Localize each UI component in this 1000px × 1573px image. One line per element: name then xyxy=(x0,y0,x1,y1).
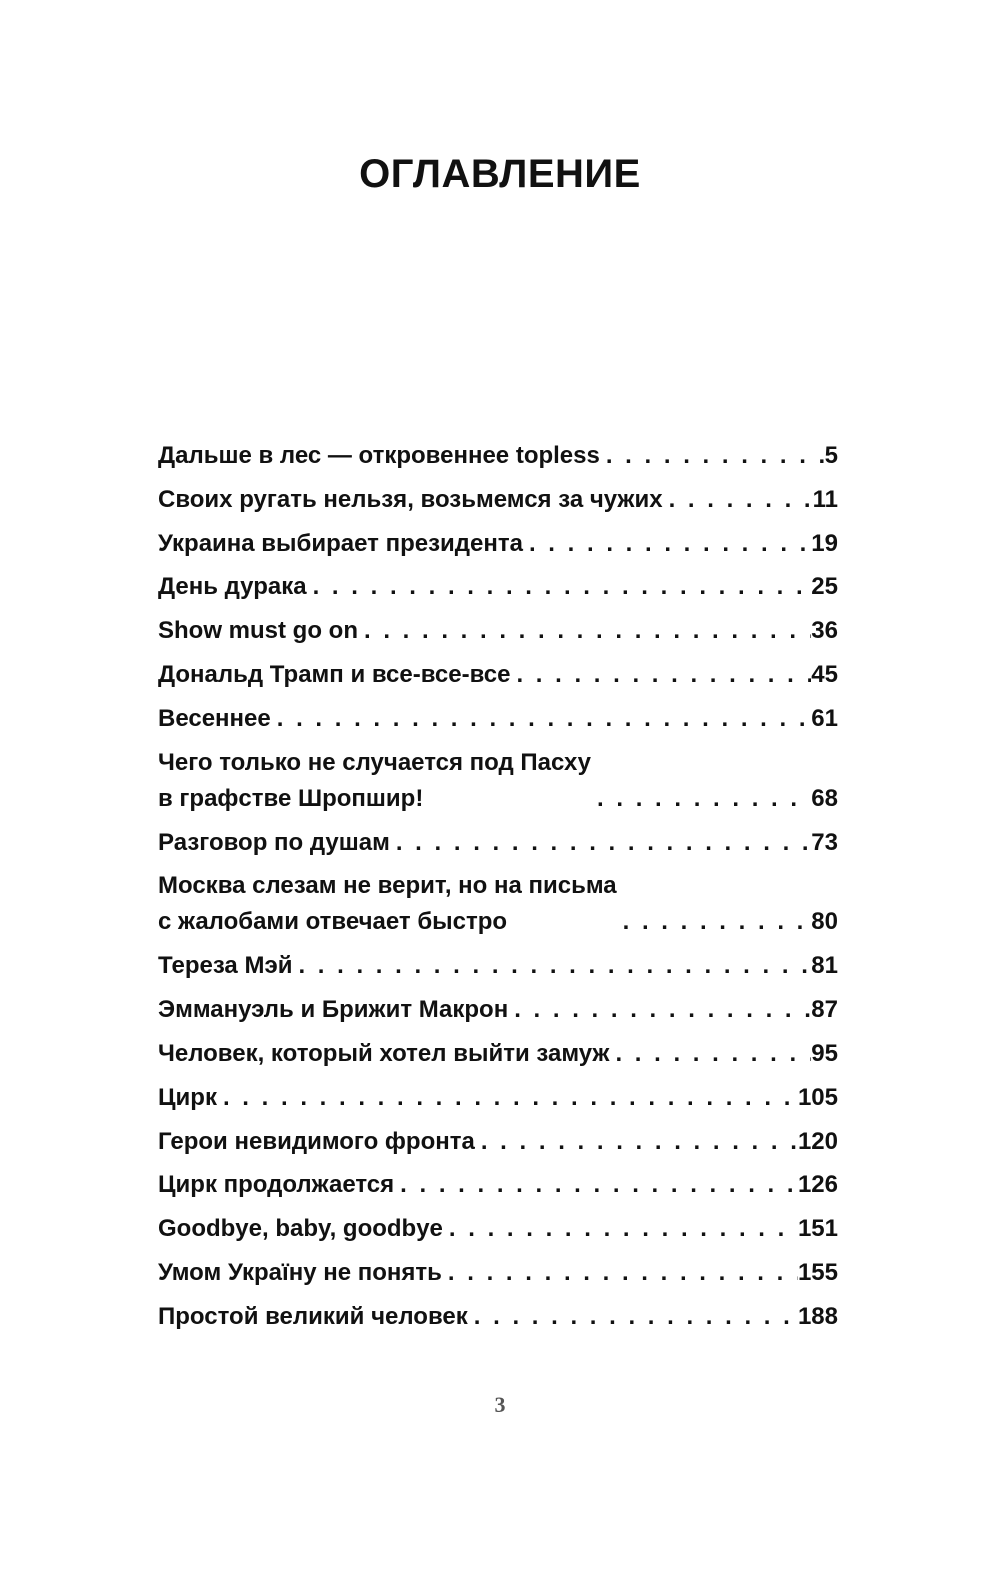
toc-dot-leader xyxy=(390,821,811,865)
page-number: 3 xyxy=(494,1392,506,1417)
toc-entry xyxy=(158,1076,838,1120)
toc-dot-leader xyxy=(443,1207,798,1251)
toc-entry-page: 5 xyxy=(824,442,838,469)
toc-entry-title xyxy=(158,1295,468,1339)
toc-entry-page: 73 xyxy=(811,828,838,856)
toc-dot-leader xyxy=(600,434,825,478)
toc-entry xyxy=(158,1120,838,1164)
toc-entry-page: 45 xyxy=(811,660,838,688)
toc-entry-page: 105 xyxy=(797,1083,838,1111)
toc-dot-leader xyxy=(609,1032,811,1076)
toc-entry-title-line: Разговор по душам xyxy=(158,828,390,856)
toc-entry xyxy=(158,1207,838,1251)
toc-entry-page: 68 xyxy=(811,784,838,812)
toc-entry-title-line: Эммануэль и Брижит Макрон xyxy=(158,996,509,1024)
toc-dot-leader xyxy=(508,988,811,1032)
toc-entry xyxy=(158,1295,838,1339)
toc-entry-page: 87 xyxy=(811,996,838,1024)
toc-entry-page: 25 xyxy=(811,573,838,601)
toc-entry-title xyxy=(158,821,390,865)
toc-entry-title-line: Дональд Трамп и все-все-все xyxy=(158,660,511,688)
toc-dot-leader xyxy=(358,609,811,653)
toc-entry-title xyxy=(158,697,271,741)
toc-entry xyxy=(158,653,838,697)
toc-entry-page: 80 xyxy=(811,908,838,936)
toc-entry-title-line: с жалобами отвечает быстро xyxy=(158,908,508,936)
toc-entry-title-line: Весеннее xyxy=(158,704,271,732)
toc-entry-page: 151 xyxy=(797,1215,838,1243)
toc-entry xyxy=(158,1032,838,1076)
toc-entry xyxy=(158,1163,838,1207)
toc-entry-title xyxy=(158,609,358,653)
toc-entry-title-line: Простой великий человек xyxy=(158,1302,468,1330)
toc-dot-leader xyxy=(292,944,811,988)
toc-entry-title-line: Украина выбирает президента xyxy=(158,529,523,557)
toc-entry-title xyxy=(158,1032,609,1076)
toc-dot-leader xyxy=(394,1163,798,1207)
toc-entry xyxy=(158,944,838,988)
toc-entry-title xyxy=(158,1207,443,1251)
toc-entry-title-line: Дальше в лес — откровеннее topless xyxy=(158,442,600,469)
toc-entry-title xyxy=(158,1163,394,1207)
toc-entry-page: 120 xyxy=(797,1127,838,1155)
toc-dot-leader xyxy=(591,781,811,817)
toc-dot-leader xyxy=(307,565,812,609)
toc-entry-page: 188 xyxy=(797,1302,838,1330)
toc-entry-title xyxy=(158,1251,442,1295)
toc-entry xyxy=(158,697,838,741)
toc-entry-page: 81 xyxy=(811,952,838,980)
toc-entry-title xyxy=(158,745,591,817)
page-title: ОГЛАВЛЕНИЕ xyxy=(359,152,641,196)
toc-entry-title-line: Цирк продолжается xyxy=(158,1171,395,1199)
toc-entry-title xyxy=(158,478,663,522)
toc-dot-leader xyxy=(442,1251,798,1295)
toc-entry-title-line: День дурака xyxy=(158,573,307,601)
toc-entry xyxy=(158,868,838,940)
toc-entry xyxy=(158,478,838,522)
toc-entry-title-line: в графстве Шропшир! xyxy=(158,784,424,812)
table-of-contents xyxy=(158,434,838,1339)
toc-entry-title xyxy=(158,868,617,940)
toc-entry-title-line: Show must go on xyxy=(158,617,358,645)
toc-dot-leader xyxy=(617,904,812,940)
toc-entry xyxy=(158,609,838,653)
toc-entry-title xyxy=(158,565,307,609)
toc-entry-page: 19 xyxy=(811,529,838,557)
toc-dot-leader xyxy=(468,1295,798,1339)
toc-entry-page: 11 xyxy=(812,485,838,513)
toc-entry-title-line: Москва слезам не верит, но на письма xyxy=(158,872,617,900)
toc-dot-leader xyxy=(271,697,812,741)
toc-entry-title-line: Тереза Мэй xyxy=(158,952,293,980)
toc-entry xyxy=(158,988,838,1032)
toc-entry-title-line: Умом Україну не понять xyxy=(158,1258,442,1286)
toc-entry-page: 95 xyxy=(811,1039,838,1067)
toc-entry xyxy=(158,745,838,817)
toc-entry-page: 126 xyxy=(797,1171,838,1199)
toc-entry-title xyxy=(158,434,600,478)
toc-dot-leader xyxy=(663,478,813,522)
toc-entry-page: 61 xyxy=(811,704,838,732)
toc-dot-leader xyxy=(217,1076,798,1120)
toc-entry xyxy=(158,434,838,478)
toc-entry-title-line: Чего только не случается под Пасху xyxy=(158,748,592,776)
toc-dot-leader xyxy=(523,522,811,566)
toc-entry-title xyxy=(158,522,523,566)
toc-entry-page: 36 xyxy=(811,617,838,645)
toc-entry-title xyxy=(158,653,510,697)
toc-entry-title xyxy=(158,1076,217,1120)
toc-entry-title-line: Goodbye, baby, goodbye xyxy=(158,1215,443,1243)
toc-entry-title xyxy=(158,944,292,988)
toc-entry xyxy=(158,821,838,865)
toc-dot-leader xyxy=(475,1120,798,1164)
toc-entry-title-line: Цирк xyxy=(158,1083,217,1111)
toc-entry-title xyxy=(158,988,508,1032)
toc-entry xyxy=(158,565,838,609)
toc-entry xyxy=(158,1251,838,1295)
toc-entry-page: 155 xyxy=(797,1258,838,1286)
toc-entry-title-line: Человек, который хотел выйти замуж xyxy=(158,1039,610,1067)
toc-dot-leader xyxy=(510,653,811,697)
toc-entry-title-line: Герои невидимого фронта xyxy=(158,1127,475,1155)
toc-entry xyxy=(158,522,838,566)
toc-entry-title xyxy=(158,1120,475,1164)
toc-entry-title-line: Своих ругать нельзя, возьмемся за чужих xyxy=(158,485,663,513)
